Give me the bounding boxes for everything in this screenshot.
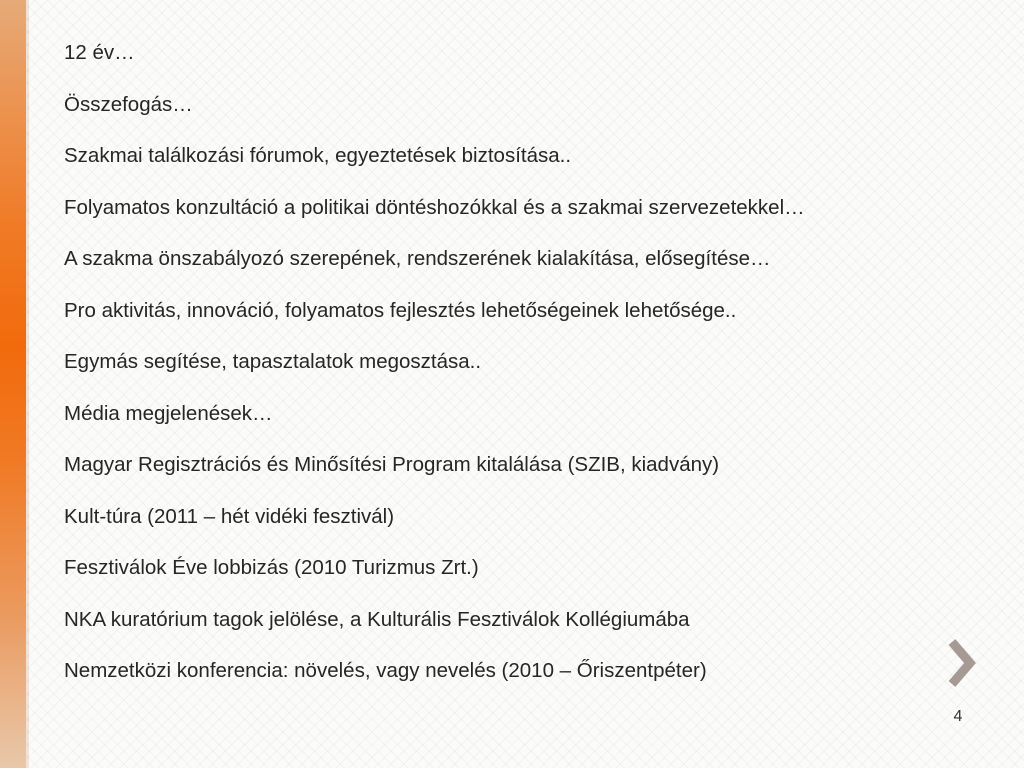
page-number: 4 <box>953 708 963 725</box>
bullet-item: Szakmai találkozási fórumok, egyeztetések biztosítása.. <box>64 144 572 167</box>
bullet-item: Pro aktivitás, innováció, folyamatos fejlesztés lehetőségeinek lehetősége.. <box>64 298 737 322</box>
bullet-item: Nemzetközi konferencia: növelés, vagy nevelés (2010 – Őriszentpéter) <box>64 659 707 682</box>
bullet-item: Folyamatos konzultáció a politikai döntéshozókkal és a szakmai szervezetekkel… <box>64 195 805 219</box>
chevron-right-icon[interactable] <box>944 636 978 690</box>
bullet-item: Média megjelenések… <box>64 401 273 425</box>
slide-content <box>64 38 964 708</box>
bullet-item: Fesztiválok Éve lobbizás (2010 Turizmus Zrt.) <box>64 556 479 579</box>
bullet-item: 12 év… <box>64 41 135 64</box>
bullet-item: Magyar Regisztrációs és Minősítési Program kitalálása (SZIB, kiadvány) <box>64 453 720 476</box>
chevron-right-icon <box>944 636 978 690</box>
accent-bar <box>0 0 26 768</box>
bullet-item: A szakma önszabályozó szerepének, rendszerének kialakítása, elősegítése… <box>64 247 771 270</box>
bullet-item: Összefogás… <box>64 92 193 116</box>
bullet-item: NKA kuratórium tagok jelölése, a Kulturális Fesztiválok Kollégiumába <box>64 607 690 631</box>
bullet-item: Kult-túra (2011 – hét vidéki fesztivál) <box>64 504 395 528</box>
bullet-item: Egymás segítése, tapasztalatok megosztása.. <box>64 350 482 373</box>
